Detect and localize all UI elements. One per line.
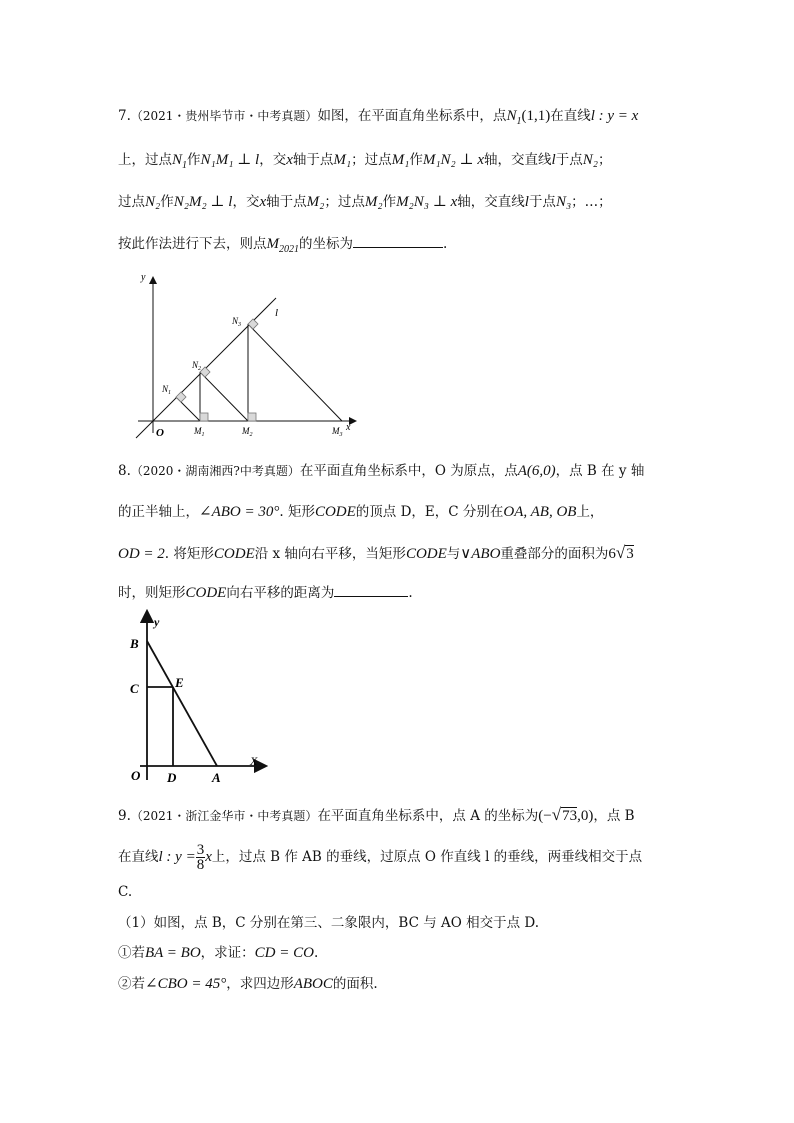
- q9-line-2: [118, 842, 642, 872]
- q8-area: 6√3: [608, 543, 634, 562]
- q7-n3: N₃: [555, 194, 572, 210]
- q7-right-angle-m2: [248, 413, 256, 421]
- q8-label-o: O: [131, 768, 141, 783]
- q7-right-angle-n2: [200, 367, 210, 377]
- q7-l: l: [551, 152, 556, 168]
- q8-code: CODE: [185, 585, 227, 601]
- q7-n2: N₂: [145, 194, 161, 210]
- q8-label-y: y: [154, 615, 160, 629]
- q7-right-angle-m1: [200, 413, 208, 421]
- q8-answer-blank[interactable]: [334, 582, 408, 597]
- q8-label-d: D: [167, 770, 177, 785]
- q7-text: .: [443, 236, 448, 252]
- q9-eq: BA = BO: [145, 945, 201, 961]
- q8-text: 与: [446, 546, 461, 562]
- q8-source: （2020・湖南湘西?中考真题）: [130, 464, 300, 478]
- q7-line-2: [118, 150, 611, 176]
- q8-line-1: [118, 461, 644, 481]
- q7-text: 过点: [118, 194, 145, 210]
- q7-label-m1: $M_1$: [194, 426, 205, 438]
- q9-source: （2021・浙江金华市・中考真题）: [130, 809, 318, 823]
- q7-l: l: [524, 194, 529, 210]
- q9-line-lhs: l : y =: [158, 849, 196, 865]
- q7-m2: M₂: [364, 194, 383, 210]
- q9-text: ②若: [118, 976, 145, 992]
- q7-expr: N₁M₁ ⊥ l: [200, 152, 260, 168]
- q7-right-angle-n1: [176, 392, 186, 402]
- q7-number: 7.: [118, 108, 131, 124]
- q8-od: OD = 2: [118, 546, 165, 562]
- q9-text: ①若: [118, 945, 145, 961]
- q9-text: （1）如图，点 B，C 分别在第三、二象限内，BC 与 AO 相交于点 D.: [118, 915, 540, 931]
- q7-right-angle-n3: [248, 319, 258, 329]
- q7-text: 作: [382, 194, 397, 210]
- q9-line-3: [118, 882, 132, 902]
- q9-text: C.: [118, 884, 133, 900]
- q7-label-n3: $N_3$: [232, 316, 242, 328]
- q7-text: ；…；: [571, 194, 612, 210]
- q8-line-4: [118, 582, 413, 603]
- q9-text: 在平面直角坐标系中，点 A 的坐标为: [317, 808, 539, 824]
- q7-label-l: l: [275, 307, 279, 319]
- q9-part-1a: [118, 943, 318, 963]
- q7-text: 轴，交直线: [484, 152, 552, 168]
- q7-line-1: [118, 106, 638, 132]
- q7-text: 作: [160, 194, 174, 210]
- q7-text: ；过点: [351, 152, 392, 168]
- q7-line-3: [118, 192, 612, 212]
- q8-text: 重叠部分的面积为: [500, 546, 609, 562]
- q8-text: 沿 x 轴向右平移，当矩形: [254, 546, 406, 562]
- q8-line-2: [118, 502, 603, 522]
- q7-text: 按此作法进行下去，则点: [118, 236, 267, 252]
- q7-text: 在直线: [550, 108, 591, 124]
- q7-expr: M₁N₂ ⊥ x: [422, 152, 485, 168]
- q8-text: 时，则矩形: [118, 585, 186, 601]
- q9-coord-a: (−√73,0): [538, 805, 594, 824]
- q8-text: 的顶点 D，E，C 分别在: [355, 504, 504, 520]
- q8-code: CODE: [314, 504, 356, 520]
- q8-text: 在平面直角坐标系中，O 为原点，点: [299, 463, 518, 479]
- q8-label-b: B: [130, 636, 139, 651]
- q7-text: ；: [597, 152, 612, 168]
- q7-m1: M₁: [333, 152, 352, 168]
- q7-label-m3: $M_3$: [332, 426, 343, 438]
- q9-shape: ABOC: [293, 976, 333, 992]
- q7-x: x: [259, 194, 267, 210]
- q7-m2: M₂: [306, 194, 325, 210]
- q8-label-x: X: [250, 754, 258, 768]
- q7-text: 轴于点: [266, 194, 307, 210]
- q7-m2021: $M_{2021}$: [266, 236, 299, 255]
- q7-text: 作: [187, 152, 201, 168]
- q7-n1: $N_1$: [506, 108, 522, 127]
- q9-text: ，点 B: [593, 808, 635, 824]
- q8-label-e: E: [175, 675, 184, 690]
- q9-text: 上，过点 B 作 AB 的垂线，过原点 O 作直线 l 的垂线，两垂线相交于点: [211, 849, 643, 865]
- q7-source: （2021・贵州毕节市・中考真题）: [130, 109, 318, 123]
- q7-label-n1: $N_1$: [162, 384, 172, 396]
- q7-text: 轴，交直线: [457, 194, 525, 210]
- q8-text: 的正半轴上，: [118, 504, 199, 520]
- q9-text: ，求证：: [200, 945, 255, 961]
- q8-sides: OA, AB, OB: [503, 504, 577, 520]
- q7-text: 轴于点: [292, 152, 334, 168]
- q7-n2: N₂: [582, 152, 598, 168]
- q7-label-y: y: [141, 272, 146, 283]
- q8-point-a: A(6,0): [517, 463, 556, 479]
- q8-code: CODE: [405, 546, 447, 562]
- q7-text: ；过点: [324, 194, 365, 210]
- q7-text: 于点: [528, 194, 556, 210]
- q8-line-3: [118, 543, 634, 564]
- q7-n1-coords: (1,1): [521, 108, 551, 124]
- q8-figure: [125, 608, 270, 788]
- q8-text: . 将矩形: [164, 546, 214, 562]
- q9-eq: CD = CO: [254, 945, 314, 961]
- q9-text: ，求四边形: [226, 976, 294, 992]
- q8-text: . 矩形: [279, 504, 315, 520]
- q7-answer-blank[interactable]: [353, 233, 443, 248]
- q8-seg-ab: [147, 641, 217, 766]
- q9-eq: ∠CBO = 45°: [145, 976, 227, 992]
- q9-part-1b: [118, 974, 378, 994]
- q7-m1: M₁: [391, 152, 410, 168]
- q8-label-c: C: [130, 681, 139, 696]
- q8-number: 8.: [118, 463, 131, 479]
- q7-label-x: x: [346, 422, 351, 433]
- q8-text: ，点 B 在 y 轴: [555, 463, 645, 479]
- q9-text: 的面积.: [332, 976, 378, 992]
- q7-text: 作: [409, 152, 423, 168]
- q9-line-1: [118, 805, 635, 826]
- q7-line-eq: l : y = x: [590, 108, 639, 124]
- q7-text: 于点: [555, 152, 583, 168]
- q9-line-rhs: x: [205, 849, 212, 865]
- q7-n1: $N_1$: [172, 152, 188, 171]
- q7-label-m2: $M_2$: [242, 426, 253, 438]
- q9-text: .: [313, 945, 319, 961]
- q7-label-o: O: [156, 427, 164, 439]
- q7-text: 如图，在平面直角坐标系中，点: [317, 108, 507, 124]
- q7-text: ，交: [259, 152, 287, 168]
- q8-angle: ∠ABO = 30°: [199, 504, 280, 520]
- q7-text: 上，过点: [118, 152, 172, 168]
- q7-figure: [128, 268, 368, 443]
- q9-part-1: [118, 913, 539, 933]
- q7-line-4: [118, 233, 447, 260]
- q8-label-a: A: [212, 770, 221, 785]
- q7-text: ，交: [232, 194, 260, 210]
- q9-number: 9.: [118, 808, 131, 824]
- q7-expr: N₂M₂ ⊥ l: [173, 194, 233, 210]
- q8-triangle: ∨ABO: [460, 546, 501, 562]
- q7-seg-n3m3: [248, 324, 342, 421]
- q8-code: CODE: [213, 546, 255, 562]
- q7-expr: M₂N₃ ⊥ x: [396, 194, 458, 210]
- q7-text: 的坐标为: [299, 236, 353, 252]
- q8-text: 上，: [576, 504, 604, 520]
- q9-fraction: $\frac{3}{8}$: [196, 842, 205, 873]
- q7-label-n2: $N_2$: [192, 360, 202, 372]
- q7-x: x: [286, 152, 293, 168]
- q9-text: 在直线: [118, 849, 159, 865]
- q8-text: 向右平移的距离为: [226, 585, 335, 601]
- q8-text: .: [408, 585, 413, 601]
